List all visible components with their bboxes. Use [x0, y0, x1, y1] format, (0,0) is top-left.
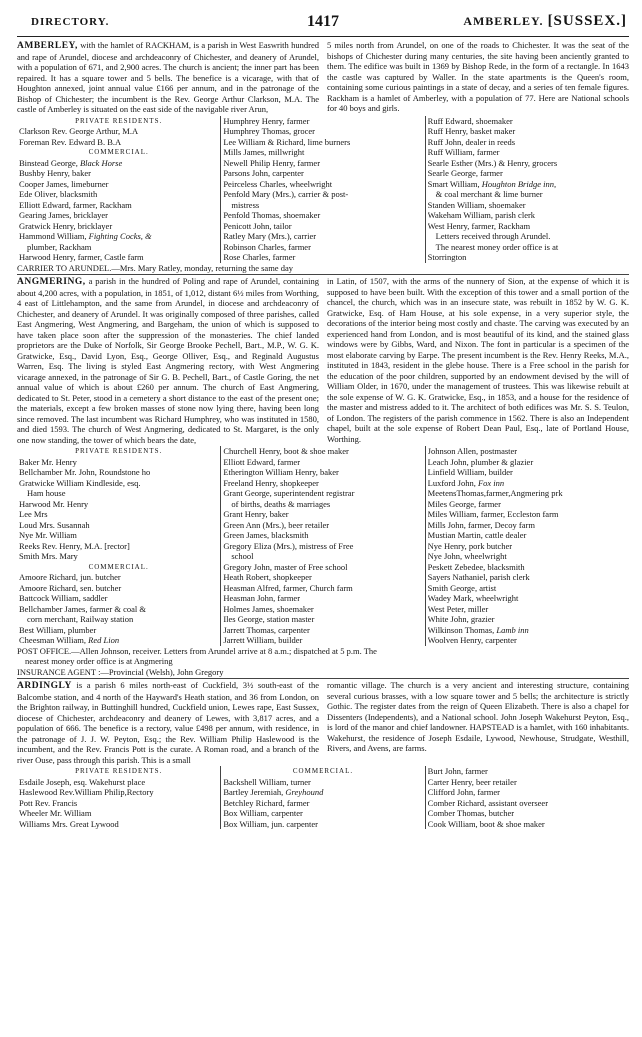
running-title: DIRECTORY.: [31, 16, 110, 28]
directory-entry: Mustian Martin, cattle dealer: [427, 530, 527, 540]
directory-entry: Pott Rev. Francis: [19, 797, 78, 808]
directory-entry: Grant Henry, baker: [223, 509, 289, 519]
page-number: 1417: [307, 13, 339, 30]
directory-entry: Box William, jun. carpenter: [223, 818, 318, 829]
directory-entry: Cook William, boot & shoe maker: [427, 818, 545, 829]
directory-entry: Churchell Henry, boot & shoe maker: [223, 446, 349, 456]
directory-entry: Penicott John, tailor: [223, 220, 292, 231]
directory-entry: Smith George, artist: [427, 582, 497, 593]
directory-entry: Rose Charles, farmer: [223, 252, 296, 262]
directory-entry: Mills John, farmer, Decoy farm: [427, 519, 535, 530]
directory-entry: Ruff Edward, shoemaker: [427, 115, 513, 126]
directory-entry: Mills James, millwright: [223, 147, 305, 157]
directory-entry: Humphrey Henry, farmer: [223, 115, 310, 126]
directory-entry: Jarrett Thomas, carpenter: [223, 624, 310, 635]
directory-entry: Miles William, farmer, Eccleston farm: [427, 509, 559, 519]
directory-entry: Smart William, Houghton Bridge inn,: [427, 178, 557, 189]
directory-entry: Clarkson Rev. George Arthur, M.A: [19, 126, 139, 136]
directory-entry: Heasman Alfred, farmer, Church farm: [223, 582, 353, 593]
directory-entry: Elliott Edward, farmer: [223, 456, 301, 467]
column-subheading: PRIVATE RESIDENTS.: [75, 116, 163, 125]
amberley-col-1: [17, 116, 220, 263]
angmering-description-left: ANGMERING, a parish in the hundred of Poling and rape of Arundel, containing about 4,200 acres, with a population, in 1851, of 1,012, distant 6½ miles from Worthing, 4 east of Littlehampton, and the same from Arundel, in diocese and archdeaconry of Chichester, and deanery of Arundel. It was originally composed of three parishes, called East Angmering, West Angmering, and Bargeham, the union of which is supposed to have taken place soon after the suppression of the monasteries. The chief landed proprietors are the Duke of Norfolk, Sir George Brooke Pechell, Bart., M.P., W. G. K. Gratwicke, Esq., David Lyon, Esq., George Olliver, Esq., and Reginald Augustus Warren, Esq. The living is styled East Angmering rectory, with West Angmering vicarage annexed, in the patronage of Sir G. B. Pechell, Bart., of Castle Goring, the net annual value of which is about £260 per annum. The church of East Angmering, dedicated to St. Peter, stood in a cemetery a short distance to the east of the present one; the materials, except a few broken masses of stone now lying there, having been long since removed. The last incumbent was Richard Humphrey, who was instituted in 1580, and died 1593. The church of West Angmering, dedicated to St. Margaret, is the only one now standing, the tower of which bears the date,: [17, 276, 320, 445]
directory-entry: Carter Henry, beer retailer: [427, 776, 517, 787]
directory-entry: Wadey Mark, wheelwright: [427, 593, 519, 603]
insurance-agent-note: INSURANCE AGENT :—Provincial (Welsh), John Gregory: [17, 666, 224, 677]
directory-entry: Nye John, wheelwright: [427, 551, 507, 561]
directory-entry: Miles George, farmer: [427, 498, 501, 509]
ardingly-section: [17, 680, 629, 829]
directory-entry: Ratley Mary (Mrs.), carrier: [223, 231, 317, 241]
directory-entry: Williams Mrs. Great Lywood: [19, 818, 119, 829]
directory-entry: Bushby Henry, baker: [19, 168, 91, 178]
angmering-col-3: [425, 446, 629, 646]
angmering-directory: [17, 446, 629, 646]
directory-entry: Gratwicke William Kindleside, esq.: [19, 477, 141, 488]
post-office-note: POST OFFICE.—Allen Johnson, receiver. Letters from Arundel arrive at 8 a.m.; dispatched at 5 p.m. The: [17, 645, 377, 656]
directory-entry: Heath Robert, shopkeeper: [223, 572, 312, 582]
directory-entry: Ede Oliver, blacksmith: [19, 189, 98, 199]
angmering-col-1: [17, 446, 220, 646]
post-office-note-2: nearest money order office is at Angmering: [25, 656, 173, 666]
directory-entry: Linfield William, builder: [427, 467, 513, 477]
directory-entry: Newell Philip Henry, farmer: [223, 157, 321, 168]
amberley-description-right: 5 miles north from Arundel, on one of the roads to Chichester. It was the seat of the bishops of Chichester during many centuries, the site having been anciently granted to them. The edifice was built in 1369 by Bishop Rede, in the form of a rectangle. In 1643 the castle was captured by Waller. In the state apartments is the Queen's room, containing some curious paintings in a state of decay, and a series of ten female figures. Rackham is a hamlet of Amberley, with a population of 77. Here are National schools for 40 boys and girls.: [327, 40, 629, 113]
directory-entry: Gregory John, master of Free school: [223, 561, 348, 572]
directory-entry: Gratwick Henry, bricklayer: [19, 220, 113, 231]
directory-entry: West Henry, farmer, Rackham: [427, 220, 531, 231]
directory-entry: Binstead George, Black Horse: [19, 157, 123, 168]
directory-entry: Smith Mrs. Mary: [19, 551, 78, 561]
directory-entry: Burt John, farmer: [427, 766, 488, 776]
directory-entry: Leach John, plumber & glazier: [427, 456, 534, 467]
directory-entry: Iles George, station master: [223, 614, 315, 624]
directory-entry: White John, grazier: [427, 614, 495, 624]
directory-entry: Grant George, superintendent registrar: [223, 488, 355, 498]
directory-entry: Humphrey Thomas, grocer: [223, 126, 315, 136]
directory-entry: MeetensThomas,farmer,Angmering prk: [427, 488, 563, 498]
directory-entry: Searle Esther (Mrs.) & Henry, grocers: [427, 157, 558, 168]
directory-entry: Robinson Charles, farmer: [223, 241, 311, 252]
directory-entry: Cooper James, limeburner: [19, 178, 109, 189]
column-subheading: PRIVATE RESIDENTS.: [75, 447, 163, 455]
amberley-directory: [17, 116, 629, 263]
column-subheading: COMMERCIAL.: [88, 562, 149, 571]
directory-entry: Gearing James, bricklayer: [19, 210, 108, 220]
directory-entry: Standen William, shoemaker: [427, 199, 526, 210]
directory-entry: Backshell William, turner: [223, 776, 311, 787]
ardingly-col-3: [425, 766, 629, 829]
ardingly-col-2: [220, 766, 424, 829]
column-subheading: COMMERCIAL.: [292, 767, 354, 775]
column-subheading: COMMERCIAL.: [88, 148, 149, 156]
ardingly-description-left: ARDINGLY is a parish 6 miles north-east of Cuckfield, 3½ south-east of the Balcombe station, and 4 north of the Hayward's Heath station, and 36 from London, on the Brighton railway, in Buttinghill hundred, Cuckfield union, Lewes rape, East Sussex, diocese of Chichester, archdeaconry and deanery of Lewes, with 3,817 acres, and a population of 666. The benefice is a rectory, value £498 per annum, with residence, in the patronage of J. J. W. Peyton, Esq.; the Rev. William Philip Haslewood is the incumbent, and the Rev. Francis Pott is the curate. A Roman road, and a branch of the river Ouse, pass through this parish. This is a small: [17, 680, 320, 765]
directory-entry: Johnson Allen, postmaster: [427, 446, 518, 456]
directory-entry: Harwood Henry, farmer, Castle farm: [19, 252, 144, 262]
directory-entry: Bartley Jeremiah, Greyhound: [223, 787, 324, 797]
directory-entry: Loud Mrs. Susannah: [19, 519, 90, 530]
directory-entry: Amoore Richard, sen. butcher: [19, 582, 122, 593]
directory-entry: school: [231, 551, 254, 561]
directory-entry: Luxford John, Fox inn: [427, 477, 505, 488]
directory-entry: Wheeler Mr. William: [19, 808, 92, 818]
directory-entry: Lee William & Richard, lime burners: [223, 136, 351, 147]
directory-entry: Hammond William, Fighting Cocks, &: [19, 231, 152, 241]
ardingly-col-1: [17, 766, 220, 829]
directory-entry: Sayers Nathaniel, parish clerk: [427, 572, 530, 582]
angmering-description-right: in Latin, of 1507, with the arms of the nunnery of Sion, at the expense of which it is supposed to have been built. With the exception of this tower and a small portion of the chancel, the church, which was in an insecure state, was rebuilt in 1852 by W. G. K. Gratwicke, Esq. of Ham House, at his sole expense, in a very superior style, the decorations of the interior being most costly and chaste. The carving was executed by an experienced hand from London, and is most beautiful of its kind, and the stained glass windows were by Gibbs, Ward, and Nixon. The font in particular is a specimen of the most elaborate carving by Earpe. The present incumbent is the Rev. Henry Reeks, M.A., instituted in 1843, resident in the glebe house. There is a Free school in the parish for the education of the poor children, supported by an endowment devised by the will of William Older, in 1670, under the management of trustees. This was likewise rebuilt at the sole expense of W. G. K. Gratwicke, Esq., in 1853, and a house for the residence of the master and mistress added to it. The architect of both edifices was Mr. S. S. Teulon, of London. The registers of the parish commence in 1562. There is also an Independent chapel, built at the sole expense of Robert Dean Paul, Esq., late of Portland House, Worthing.: [327, 276, 629, 444]
directory-entry: Peirceless Charles, wheelwright: [223, 178, 333, 189]
directory-entry: Foreman Rev. Edward B. B.A: [19, 136, 122, 147]
directory-entry: Lee Mrs: [19, 509, 48, 519]
directory-entry: Cheesman William, Red Lion: [19, 635, 120, 645]
directory-entry: Green James, blacksmith: [223, 530, 309, 540]
directory-entry: Etherington William Henry, baker: [223, 467, 339, 477]
directory-entry: Holmes James, shoemaker: [223, 603, 314, 614]
directory-entry: mistress: [231, 199, 260, 210]
directory-page: [17, 14, 629, 1037]
directory-entry: plumber, Rackham: [27, 241, 92, 252]
directory-entry: Clifford John, farmer: [427, 787, 500, 797]
directory-entry: Comber Thomas, butcher: [427, 808, 515, 818]
angmering-section: [17, 276, 629, 677]
page-header: [17, 14, 629, 37]
directory-entry: Haslewood Rev.William Philip,Rectory: [19, 787, 154, 797]
directory-entry: Storrington: [427, 252, 467, 262]
directory-entry: Best William, plumber: [19, 624, 97, 635]
county-heading: AMBERLEY. [SUSSEX.]: [463, 13, 627, 29]
amberley-col-2: [220, 116, 424, 263]
directory-entry: Amoore Richard, jun. butcher: [19, 572, 121, 582]
directory-entry: Esdaile Joseph, esq. Wakehurst place: [19, 776, 146, 787]
directory-entry: Letters received through Arundel.: [435, 231, 551, 241]
directory-entry: Bellchamber James, farmer & coal &: [19, 603, 146, 614]
directory-entry: Parsons John, carpenter: [223, 168, 304, 178]
directory-entry: Ham house: [27, 488, 66, 498]
ardingly-description-right: romantic village. The church is a very ancient and interesting structure, containing several curious brasses, with a low square tower and 5 bells; the architecture is strictly Gothic. The register dates from the reign of Queen Elizabeth. There is also a chapel for Dissenters (Independents), and a National school. John Joseph Wakehurst Peyton, Esq., is lord of the manor and chief landowner. HAPSTEAD is a hamlet, with 160 inhabitants. Wakehurst, the residence of Joseph Esdaile, Lywood, Newhouse, Strudgate, Westhill, Rivers, and Avens, are farms.: [327, 680, 629, 753]
directory-entry: Wakeham William, parish clerk: [427, 210, 536, 220]
directory-entry: Ruff John, dealer in reeds: [427, 136, 516, 147]
directory-entry: Gregory Eliza (Mrs.), mistress of Free: [223, 540, 354, 551]
directory-entry: Searle George, farmer: [427, 168, 503, 178]
ardingly-directory: [17, 766, 629, 829]
directory-entry: West Peter, miller: [427, 603, 489, 614]
directory-entry: Nye Henry, pork butcher: [427, 540, 513, 551]
directory-entry: Penfold Mary (Mrs.), carrier & post-: [223, 189, 349, 199]
directory-entry: Jarrett William, builder: [223, 635, 303, 645]
directory-entry: Ruff Henry, basket maker: [427, 126, 516, 136]
directory-entry: Woolven Henry, carpenter: [427, 635, 517, 645]
directory-entry: Green Ann (Mrs.), beer retailer: [223, 519, 330, 530]
amberley-col-3: [425, 116, 629, 263]
directory-entry: Baker Mr. Henry: [19, 456, 77, 467]
directory-entry: Elliott Edward, farmer, Rackham: [19, 199, 132, 210]
directory-entry: Comber Richard, assistant overseer: [427, 797, 549, 808]
directory-entry: Harwood Mr. Henry: [19, 498, 89, 509]
directory-entry: Peskett Zebedee, blacksmith: [427, 561, 525, 572]
directory-entry: Reeks Rev. Henry, M.A. [rector]: [19, 540, 130, 551]
directory-entry: of births, deaths & marriages: [231, 498, 331, 509]
directory-entry: & coal merchant & lime burner: [435, 189, 543, 199]
directory-entry: Bellchamber Mr. John, Roundstone ho: [19, 467, 151, 477]
angmering-col-2: [220, 446, 424, 646]
directory-entry: Box William, carpenter: [223, 808, 303, 818]
directory-entry: The nearest money order office is at: [435, 241, 559, 252]
directory-entry: Freeland Henry, shopkeeper: [223, 477, 319, 488]
directory-entry: Nye Mr. William: [19, 530, 77, 540]
amberley-section: [17, 40, 629, 273]
directory-entry: Ruff William, farmer: [427, 147, 500, 157]
directory-entry: Heasman John, farmer: [223, 593, 301, 603]
directory-entry: corn merchant, Railway station: [27, 614, 134, 624]
directory-entry: Penfold Thomas, shoemaker: [223, 210, 321, 220]
directory-entry: Battcock William, saddler: [19, 593, 108, 603]
carrier-note: CARRIER TO ARUNDEL.—Mrs. Mary Ratley, monday, returning the same day: [17, 262, 293, 273]
amberley-description-left: AMBERLEY, with the hamlet of RACKHAM, is a parish in West Easwrith hundred and rape of Arundel, diocese and archdeaconry of Chichester, and deanery of Arundel, with a population of 671, and 2,900 acres. The church is ancient; the inner part has been repaired. It has a square tower and 5 bells. The benefice is a vicarage, with that of Houghton annexed, joint annual value £166 per annum, and in the patronage of the Bishop of Chichester; the incumbent is the Rev. George Arthur Clarkson, M.A. The castle of Amberley is situated on the east side of the navigable river Arun,: [17, 40, 319, 114]
directory-entry: Betchley Richard, farmer: [223, 797, 310, 808]
directory-entry: Wilkinson Thomas, Lamb inn: [427, 624, 529, 635]
column-subheading: PRIVATE RESIDENTS.: [75, 767, 163, 775]
